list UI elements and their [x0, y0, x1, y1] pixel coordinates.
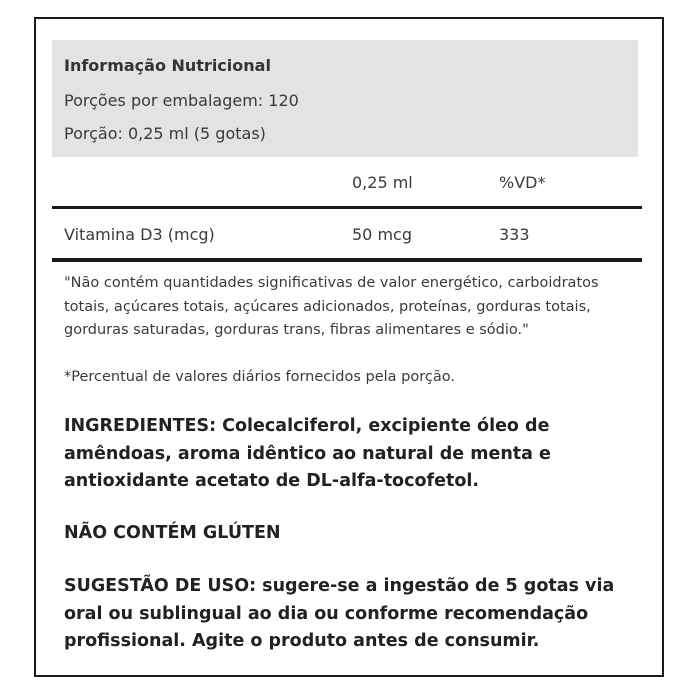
dv-footnote: *Percentual de valores diários fornecidos pela porção. — [64, 369, 455, 385]
column-amount-header: 0,25 ml — [352, 173, 413, 192]
table-divider-bottom — [52, 258, 642, 262]
nutrient-dv: 333 — [499, 225, 530, 244]
nutrition-label — [34, 17, 664, 677]
table-divider-top — [52, 206, 642, 209]
not-significant-note: "Não contém quantidades significativas de valor energético, carboidratos totais, açúcares totais, açúcares adicionados, proteínas, gorduras totais, gorduras saturadas, gorduras trans, fibras alimentares e sódio." — [64, 275, 599, 338]
table-row — [52, 210, 642, 260]
column-dv-header: %VD* — [499, 173, 546, 192]
usage-suggestion: SUGESTÃO DE USO: sugere-se a ingestão de 5 gotas via oral ou sublingual ao dia ou conforme recomendação profissional. Agite o produto antes de consumir. — [64, 576, 615, 651]
servings-per-package: Porções por embalagem: 120 — [64, 91, 299, 110]
nutrient-name: Vitamina D3 (mcg) — [64, 225, 215, 244]
table-header-row — [52, 158, 642, 206]
gluten-statement: NÃO CONTÉM GLÚTEN — [64, 523, 281, 543]
ingredients-text: INGREDIENTES: Colecalciferol, excipiente óleo de amêndoas, aroma idêntico ao natural de menta e antioxidante acetato de DL-alfa-tocofetol. — [64, 416, 551, 491]
nutrient-amount: 50 mcg — [352, 225, 412, 244]
serving-size: Porção: 0,25 ml (5 gotas) — [64, 124, 266, 143]
nutrition-title: Informação Nutricional — [64, 56, 271, 75]
nutrition-header — [52, 40, 638, 157]
